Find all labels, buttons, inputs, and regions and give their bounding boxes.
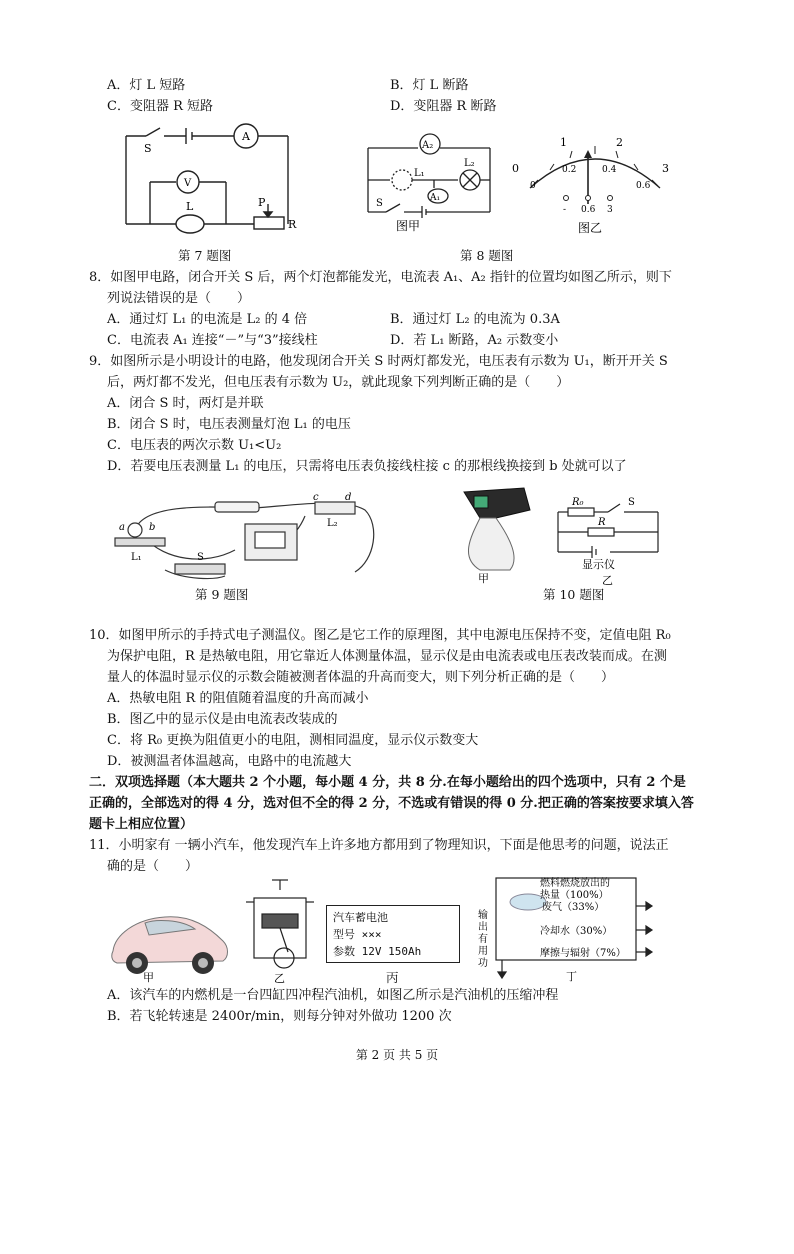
figure-11a-car: [105, 905, 233, 983]
q9-option-b: B．闭合 S 时，电压表测量灯泡 L₁ 的电压: [107, 417, 351, 432]
q10-stem-3: 量人的体温时显示仪的示数会随被测者体温的升高而变大，则下列分析正确的是（ ）: [107, 670, 615, 685]
fig8-top-0: 0: [512, 162, 519, 175]
fig8-sub-b: 图乙: [578, 221, 603, 235]
flow-item-coolant: 冷却水（30%）: [540, 926, 613, 937]
fig9-caption: 第 9 题图: [195, 587, 249, 602]
fig9-label-c: c: [313, 492, 319, 503]
fig7-label-p: P: [258, 196, 266, 209]
q11-option-a: A．该汽车的内燃机是一台四缸四冲程汽油机，如图乙所示是汽油机的压缩冲程: [107, 988, 559, 1003]
page-footer: 第 2 页 共 5 页: [355, 1048, 439, 1062]
fig9-label-a: a: [119, 522, 125, 533]
q11-option-b: B．若飞轮转速是 2400r/min，则每分钟对外做功 1200 次: [107, 1009, 452, 1024]
fig11-sub-d: 丁: [566, 970, 577, 983]
q9-stem-2: 后，两灯都不发光，但电压表有示数为 U₂，就此现象下列判断正确的是（ ）: [107, 375, 570, 390]
fig8-label-l1: L₁: [414, 168, 425, 179]
fig7-label-v: V: [184, 178, 192, 189]
fig8-top-3: 3: [662, 162, 669, 175]
q6-option-a: A．灯 L 短路: [107, 78, 186, 93]
q8-stem-2: 列说法错误的是（ ）: [107, 291, 251, 306]
q9-option-c: C．电压表的两次示数 U₁<U₂: [107, 438, 282, 453]
flow-top-2: 热量（100%）: [540, 890, 609, 901]
q10-stem-2: 为保护电阻，R 是热敏电阻，用它靠近人体测量体温，显示仪是由电流表或电压表改装而成。在测: [107, 649, 667, 664]
q8-option-b: B．通过灯 L₂ 的电流为 0.3A: [390, 312, 560, 327]
fig10-label-r0: R₀: [572, 497, 584, 508]
flow-item-exhaust: 废气（33%）: [542, 902, 605, 913]
q6-option-c: C．变阻器 R 短路: [107, 99, 213, 114]
fig10-sub-a: 甲: [478, 572, 489, 585]
fig8-term-3: 3: [607, 205, 613, 215]
fig8-bottom-06: 0.6: [636, 181, 651, 191]
fig8-term-06: 0.6: [581, 205, 596, 215]
fig10-label-s: S: [628, 497, 635, 508]
q10-option-c: C．将 R₀ 更换为阻值更小的电阻，测相同温度，显示仪示数变大: [107, 733, 479, 748]
flow-output-2: 出: [478, 922, 488, 933]
fig8-sub-a: 图甲: [396, 219, 421, 233]
fig10-display: 显示仪: [582, 558, 615, 571]
q10-stem-1: 10．如图甲所示的手持式电子测温仪。图乙是它工作的原理图，其中电源电压保持不变，定值电阻 R₀: [89, 628, 671, 643]
q8-option-d: D．若 L₁ 断路，A₂ 示数变小: [390, 333, 559, 348]
flow-item-friction: 摩擦与辐射（7%）: [540, 948, 626, 959]
fig8-label-a1: A₁: [430, 193, 441, 203]
figure-11c-battery-label: [326, 905, 460, 963]
fig7-label-s: S: [144, 142, 152, 155]
figure-8a-circuit: [360, 130, 510, 233]
figure-8b-ammeter-dial: [510, 128, 685, 238]
q6-option-b: B．灯 L 断路: [390, 78, 469, 93]
fig8-top-1: 1: [560, 136, 567, 149]
flow-output-5: 功: [478, 958, 488, 969]
fig8-term-minus: -: [563, 205, 567, 215]
fig11-sub-c: 丙: [386, 970, 399, 985]
fig8-bottom-04: 0.4: [602, 165, 617, 175]
fig9-label-s: S: [197, 552, 204, 563]
q11-stem-2: 确的是（ ）: [107, 859, 199, 874]
fig8-top-2: 2: [616, 136, 623, 149]
fig7-caption: 第 7 题图: [178, 248, 232, 263]
flow-output-4: 用: [478, 946, 488, 957]
fig8-label-a2: A₂: [422, 140, 434, 151]
q9-option-d: D．若要电压表测量 L₁ 的电压，只需将电压表负接线柱接 c 的那根线换接到 b 处就可以了: [107, 459, 627, 474]
fig10-label-r: R: [598, 517, 606, 528]
fig10-caption: 第 10 题图: [543, 587, 605, 602]
q8-option-a: A．通过灯 L₁ 的电流是 L₂ 的 4 倍: [107, 312, 308, 327]
battery-model: 型号 ×××: [333, 928, 382, 941]
q11-stem-1: 11．小明家有 一辆小汽车，他发现汽车上许多地方都用到了物理知识，下面是他思考的问题，说法正: [89, 838, 669, 853]
figure-11b-engine-stroke: [244, 878, 316, 986]
q10-option-b: B．图乙中的显示仪是由电流表改装成的: [107, 712, 338, 727]
figure-10b-circuit: [548, 490, 668, 588]
fig8-caption: 第 8 题图: [460, 248, 514, 263]
fig9-label-d: d: [345, 492, 352, 503]
fig8-bottom-0: 0: [530, 181, 536, 191]
fig7-label-l: L: [186, 200, 194, 213]
section2-line-3: 题卡上相应位置）: [89, 817, 194, 832]
fig8-label-s: S: [376, 198, 383, 209]
fig9-label-b: b: [149, 522, 156, 533]
fig10-sub-b: 乙: [602, 574, 613, 587]
fig7-label-r: R: [288, 218, 297, 231]
fig8-label-l2: L₂: [464, 158, 475, 169]
battery-params: 参数 12V 150Ah: [333, 945, 422, 958]
q8-stem-1: 8．如图甲电路，闭合开关 S 后，两个灯泡都能发光，电流表 A₁、A₂ 指针的位置均如图乙所示，则下: [89, 270, 672, 285]
flow-output-3: 有: [478, 934, 488, 945]
flow-output-1: 输: [478, 910, 488, 921]
battery-title: 汽车蓄电池: [333, 911, 388, 924]
figure-9-circuit-photo: [105, 480, 385, 590]
fig9-label-l2: L₂: [327, 518, 338, 529]
section2-line-1: 二．双项选择题（本大题共 2 个小题，每小题 4 分，共 8 分.在每小题给出的四个选项中，只有 2 个是: [89, 775, 686, 790]
q10-option-a: A．热敏电阻 R 的阻值随着温度的升高而减小: [107, 691, 369, 706]
q6-option-d: D．变阻器 R 断路: [390, 99, 497, 114]
figure-11d-energy-flow: [474, 874, 686, 986]
section2-line-2: 正确的，全部选对的得 4 分，选对但不全的得 2 分，不选或有错误的得 0 分.把正确的答案按要求填入答: [89, 796, 694, 811]
q10-option-d: D．被测温者体温越高，电路中的电流越大: [107, 754, 352, 769]
q9-stem-1: 9．如图所示是小明设计的电路，他发现闭合开关 S 时两灯都发光，电压表有示数为 U₁，断开开关 S: [89, 354, 668, 369]
fig9-label-l1: L₁: [131, 552, 142, 563]
figure-7-circuit: [118, 120, 308, 240]
fig8-bottom-02: 0.2: [562, 165, 577, 175]
q8-option-c: C．电流表 A₁ 连接“－”与“3”接线柱: [107, 333, 318, 348]
figure-10a-thermometer: [440, 478, 540, 585]
q9-option-a: A．闭合 S 时，两灯是并联: [107, 396, 264, 411]
fig7-label-a: A: [242, 130, 250, 143]
fig11-sub-b: 乙: [274, 972, 285, 985]
flow-top-1: 燃料燃烧放出的: [540, 878, 610, 889]
fig11-sub-a: 甲: [143, 971, 154, 984]
